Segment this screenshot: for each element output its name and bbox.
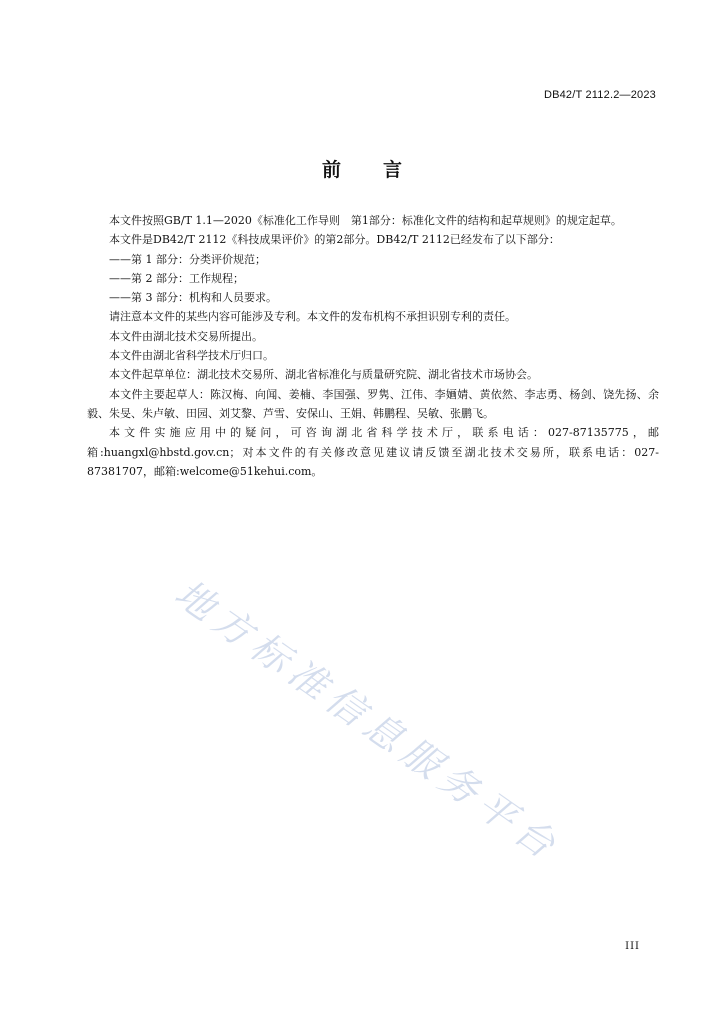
page-number: III: [625, 941, 640, 952]
paragraph-administrator: 本文件由湖北省科学技术厅归口。: [109, 349, 274, 363]
list-item-part-2: ——第 2 部分：工作规程；: [109, 271, 244, 285]
paragraph-part-info: 本文件是DB42/T 2112《科技成果评价》的第2部分。DB42/T 2112已经发布了以下部分：: [109, 233, 560, 247]
watermark: 地方标准信息服务平台: [166, 570, 570, 871]
paragraph-proposer: 本文件由湖北技术交易所提出。: [109, 329, 263, 343]
paragraph-patent-notice: 请注意本文件的某些内容可能涉及专利。本文件的发布机构不承担识别专利的责任。: [109, 310, 516, 324]
list-item-part-3: ——第 3 部分：机构和人员要求。: [109, 291, 277, 305]
paragraph-drafting-units: 本文件起草单位：湖北技术交易所、湖北省标准化与质量研究院、湖北省技术市场协会。: [109, 368, 538, 382]
title-part-1: 前: [321, 159, 341, 181]
foreword-body: [87, 211, 659, 481]
paragraph-drafting-basis: 本文件按照GB/T 1.1—2020《标准化工作导则 第1部分：标准化文件的结构和起草规则》的规定起草。: [109, 214, 622, 227]
document-code: DB42/T 2112.2—2023: [543, 89, 656, 101]
paragraph-contact: 本文件实施应用中的疑问，可咨询湖北省科学技术厅，联系电话：027-87135775，邮箱:huangxl@hbstd.gov.cn；对本文件的有关修改意见建议请反馈至湖北技术交易所，联系电话：027-87381707，邮箱:welcome@51kehui.com。: [87, 426, 659, 478]
list-item-part-1: ——第 1 部分：分类评价规范；: [109, 252, 266, 266]
paragraph-drafters: 本文件主要起草人：陈汉梅、向闻、姜楠、李国强、罗隽、江伟、李婳婧、黄依然、李志勇、杨剑、饶先扬、余毅、朱旻、朱卢敏、田园、刘艾黎、芦雪、安保山、王娟、韩鹏程、吴敏、张鹏飞。: [87, 387, 659, 420]
title-part-2: 言: [383, 159, 403, 181]
page-title: [0, 155, 724, 182]
